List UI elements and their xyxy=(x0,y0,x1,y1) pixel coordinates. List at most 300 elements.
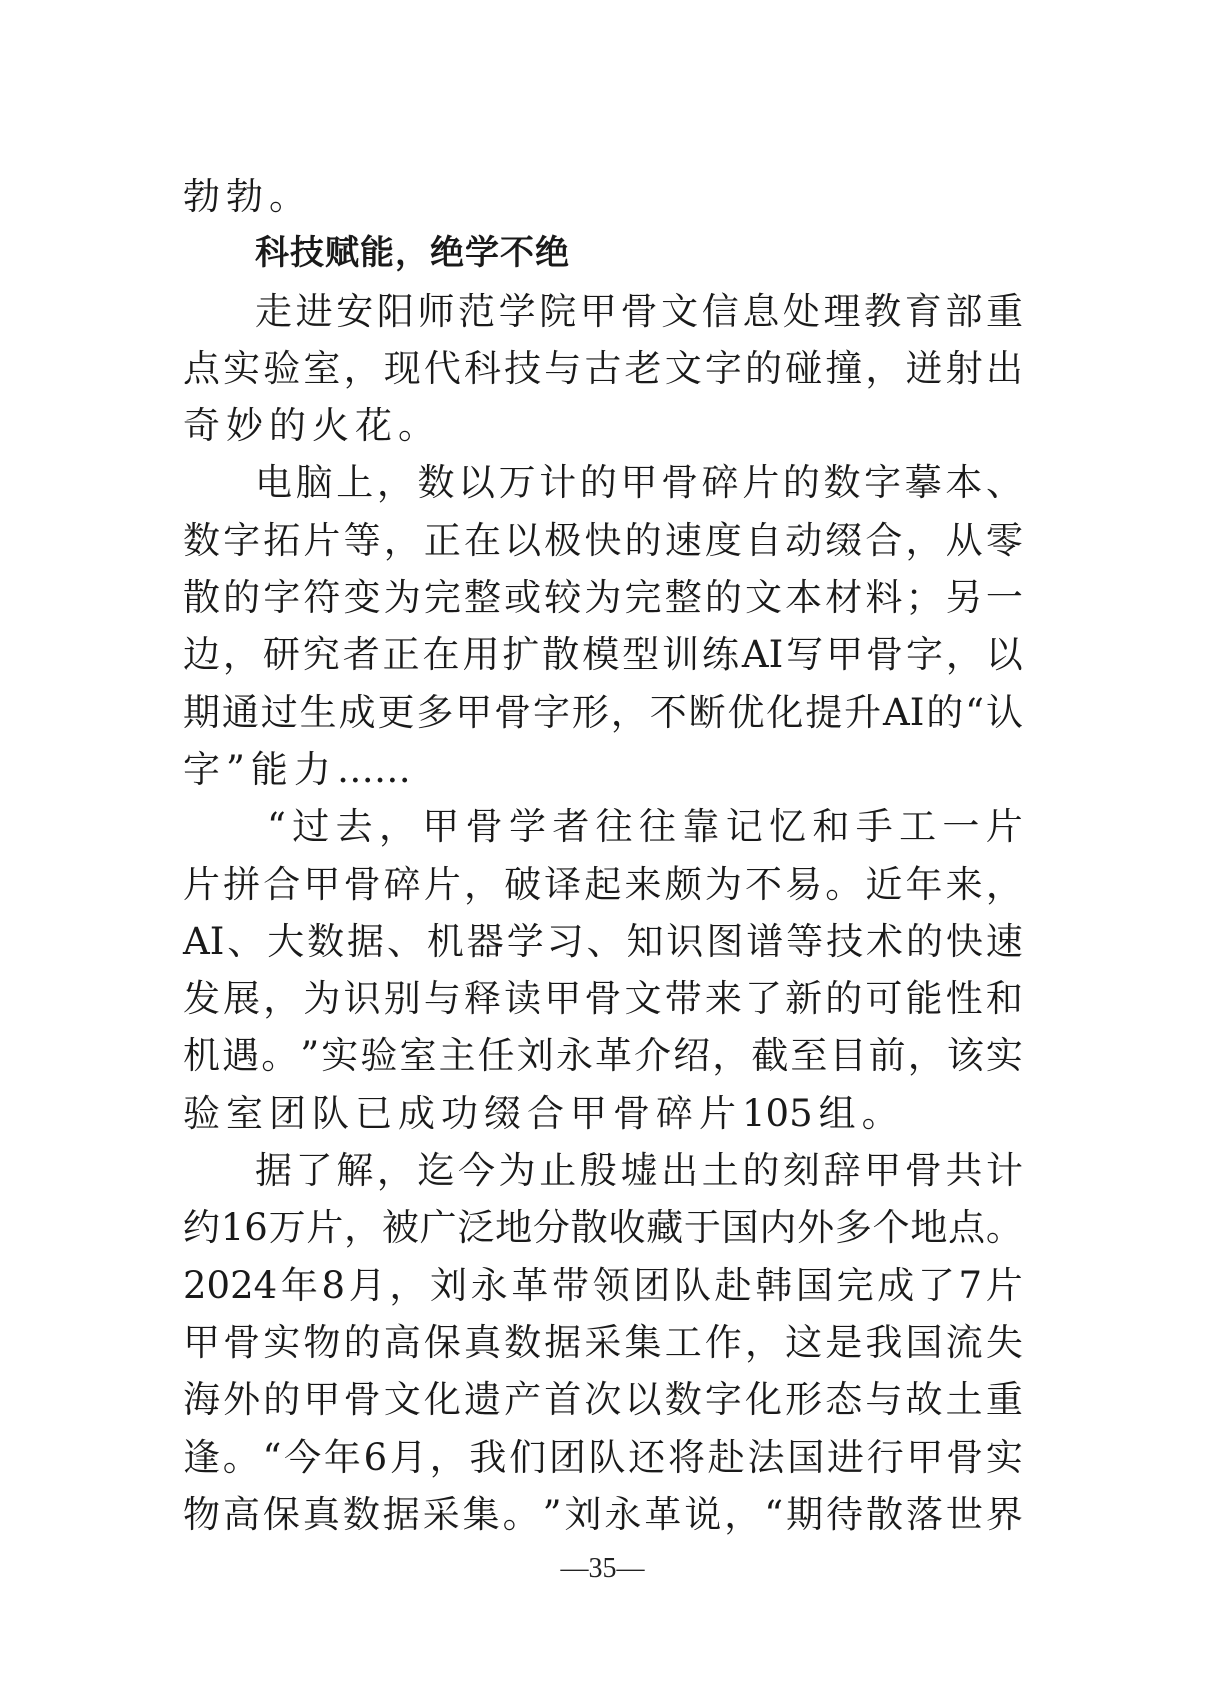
glyph: 于 xyxy=(683,1206,721,1250)
glyph: 骨 xyxy=(343,1378,381,1422)
glyph: 前 xyxy=(868,1034,906,1078)
glyph: 革 xyxy=(644,1492,682,1536)
glyph: 多 xyxy=(834,1206,872,1250)
glyph: 撞 xyxy=(825,346,863,390)
glyph: 作 xyxy=(704,1320,742,1364)
glyph: 骨 xyxy=(620,289,658,333)
text-line xyxy=(183,340,1023,397)
glyph: 甲 xyxy=(303,1378,341,1422)
glyph: 甲 xyxy=(826,633,864,677)
glyph: 的 xyxy=(269,404,306,448)
page-number: —35— xyxy=(560,1553,645,1584)
glyph: 骨 xyxy=(584,977,622,1021)
glyph: 极 xyxy=(544,518,582,562)
glyph: 实 xyxy=(263,1320,301,1364)
glyph: 以 xyxy=(985,633,1023,677)
glyph: 力 xyxy=(293,747,331,791)
glyph: 用 xyxy=(462,633,500,677)
glyph: 往 xyxy=(595,805,633,849)
glyph: 法 xyxy=(747,1435,785,1479)
glyph: 16 xyxy=(220,1206,268,1250)
glyph: ” xyxy=(542,1492,562,1536)
glyph: 据 xyxy=(382,1492,420,1536)
glyph: 国 xyxy=(795,1263,833,1307)
glyph: 带 xyxy=(551,1263,589,1307)
glyph: 万 xyxy=(268,1206,306,1250)
glyph: 国 xyxy=(905,1320,943,1364)
text-line xyxy=(183,1429,1023,1486)
glyph: 数 xyxy=(307,919,345,963)
glyph: 古 xyxy=(584,346,622,390)
glyph: 截 xyxy=(751,1034,789,1078)
glyph: 、 xyxy=(985,461,1023,505)
glyph: 者 xyxy=(552,805,590,849)
glyph: 将 xyxy=(668,1435,706,1479)
glyph: “ xyxy=(267,805,286,849)
glyph: 迄 xyxy=(417,1149,455,1193)
glyph: 为 xyxy=(704,862,742,906)
glyph: 育 xyxy=(904,289,942,333)
glyph: 或 xyxy=(504,576,542,620)
glyph: 国 xyxy=(787,1435,825,1479)
glyph: 了 xyxy=(295,1149,333,1193)
glyph: 片 xyxy=(303,518,341,562)
glyph: 记 xyxy=(725,805,763,849)
glyph: 模 xyxy=(582,633,620,677)
glyph: 字 xyxy=(183,747,220,791)
glyph: 殷 xyxy=(579,1149,617,1193)
glyph: 国 xyxy=(721,1206,759,1250)
glyph: 提 xyxy=(805,690,843,734)
glyph: 进 xyxy=(295,289,333,333)
glyph: 字 xyxy=(263,576,301,620)
glyph: 们 xyxy=(509,1435,547,1479)
glyph: ， xyxy=(383,518,421,562)
glyph: 材 xyxy=(825,576,863,620)
glyph: 真 xyxy=(463,1320,501,1364)
glyph: 实 xyxy=(321,1034,359,1078)
glyph: 展 xyxy=(223,977,261,1021)
glyph: 拓 xyxy=(263,518,301,562)
glyph: 甲 xyxy=(906,1435,944,1479)
glyph: 真 xyxy=(302,1492,340,1536)
text-line xyxy=(183,569,1023,626)
glyph: 在 xyxy=(463,518,501,562)
glyph: 高 xyxy=(383,1320,421,1364)
glyph: 说 xyxy=(684,1492,722,1536)
glyph: 的 xyxy=(223,576,261,620)
glyph: 释 xyxy=(463,977,501,1021)
glyph: 甲 xyxy=(544,977,582,1021)
glyph: 甲 xyxy=(620,461,658,505)
glyph: 缀 xyxy=(484,1091,521,1135)
glyph: 近 xyxy=(865,862,903,906)
glyph: 与 xyxy=(865,1378,903,1422)
glyph: 据 xyxy=(255,1149,292,1193)
glyph: 易 xyxy=(785,862,823,906)
glyph: ， xyxy=(985,862,1023,906)
glyph: 永 xyxy=(604,1492,642,1536)
glyph: 与 xyxy=(423,977,461,1021)
glyph: 颇 xyxy=(664,862,702,906)
glyph: 韩 xyxy=(755,1263,793,1307)
glyph: 骨 xyxy=(613,1091,650,1135)
glyph: 学 xyxy=(508,805,546,849)
glyph: 技 xyxy=(826,919,864,963)
glyph: 外 xyxy=(223,1378,261,1422)
glyph: 自 xyxy=(744,518,782,562)
glyph: 认 xyxy=(985,690,1023,734)
glyph: 片 xyxy=(742,461,780,505)
glyph: 集 xyxy=(462,1492,500,1536)
glyph: 重 xyxy=(985,289,1023,333)
glyph: 功 xyxy=(441,1091,478,1135)
glyph: 为 xyxy=(498,1149,536,1193)
glyph: 发 xyxy=(183,977,220,1021)
glyph: 骨 xyxy=(223,1320,261,1364)
glyph: 成 xyxy=(877,1263,915,1307)
glyph: 摹 xyxy=(904,461,942,505)
glyph: 手 xyxy=(855,805,893,849)
glyph: 成 xyxy=(398,1091,435,1135)
glyph: 点 xyxy=(948,1206,986,1250)
glyph: 不 xyxy=(744,862,782,906)
glyph: 今 xyxy=(458,1149,496,1193)
glyph: 行 xyxy=(866,1435,904,1479)
glyph: 被 xyxy=(381,1206,419,1250)
glyph: 收 xyxy=(608,1206,646,1250)
glyph: 来 xyxy=(704,977,742,1021)
glyph: 以 xyxy=(504,518,542,562)
glyph: 内 xyxy=(759,1206,797,1250)
glyph: 、 xyxy=(227,919,265,963)
glyph: 碰 xyxy=(785,346,823,390)
glyph: 主 xyxy=(438,1034,476,1078)
glyph: 器 xyxy=(466,919,504,963)
glyph: ； xyxy=(905,576,943,620)
glyph: 片 xyxy=(985,1263,1023,1307)
glyph: 采 xyxy=(422,1492,460,1536)
glyph: 待 xyxy=(826,1492,864,1536)
text-line xyxy=(183,512,1023,569)
glyph: 的 xyxy=(926,690,964,734)
glyph: 甲 xyxy=(570,1091,607,1135)
text-line xyxy=(183,1027,1023,1084)
glyph: 领 xyxy=(592,1263,630,1307)
glyph: 文 xyxy=(624,977,662,1021)
glyph: 。 xyxy=(825,862,863,906)
glyph: ， xyxy=(905,518,943,562)
glyph: 化 xyxy=(744,1378,782,1422)
glyph: 分 xyxy=(532,1206,570,1250)
glyph: 图 xyxy=(706,919,744,963)
glyph: 习 xyxy=(546,919,584,963)
glyph: 缀 xyxy=(825,518,863,562)
glyph: 文 xyxy=(664,346,702,390)
glyph: 点 xyxy=(183,346,220,390)
glyph: ， xyxy=(344,1206,382,1250)
glyph: 团 xyxy=(633,1263,671,1307)
glyph: 多 xyxy=(416,690,454,734)
glyph: 花 xyxy=(355,404,392,448)
glyph: 的 xyxy=(624,518,662,562)
text-line xyxy=(183,1486,1023,1543)
glyph: 形 xyxy=(571,690,609,734)
glyph: 识 xyxy=(343,977,381,1021)
glyph: 合 xyxy=(527,1091,564,1135)
glyph: ， xyxy=(376,461,414,505)
glyph: …… xyxy=(336,747,411,791)
glyph: 片 xyxy=(423,862,461,906)
glyph: 高 xyxy=(222,1492,260,1536)
text-line xyxy=(183,684,1023,741)
glyph: 失 xyxy=(985,1320,1023,1364)
glyph: 动 xyxy=(785,518,823,562)
glyph: ， xyxy=(222,633,260,677)
glyph: 出 xyxy=(985,346,1023,390)
glyph: 息 xyxy=(742,289,780,333)
glyph: 本 xyxy=(785,576,823,620)
glyph: ， xyxy=(865,346,903,390)
glyph: 个 xyxy=(872,1206,910,1250)
glyph: 采 xyxy=(584,1320,622,1364)
glyph: 文 xyxy=(744,576,782,620)
glyph: 信 xyxy=(701,289,739,333)
glyph: 计 xyxy=(539,461,577,505)
glyph: 扩 xyxy=(502,633,540,677)
glyph: 型 xyxy=(622,633,660,677)
glyph: 骨 xyxy=(465,805,503,849)
glyph: 至 xyxy=(790,1034,828,1078)
glyph: 刻 xyxy=(782,1149,820,1193)
glyph: 土 xyxy=(945,1378,983,1422)
glyph: 来 xyxy=(945,862,983,906)
glyph: 的 xyxy=(263,1378,301,1422)
text-line xyxy=(183,168,1023,225)
glyph: ， xyxy=(429,1435,467,1479)
glyph: 实 xyxy=(985,1435,1023,1479)
glyph: 任 xyxy=(477,1034,515,1078)
section-heading: 科技赋能，绝学不绝 xyxy=(255,233,570,274)
glyph: 大 xyxy=(267,919,305,963)
glyph: ， xyxy=(263,977,301,1021)
glyph: 另 xyxy=(945,576,983,620)
glyph: ， xyxy=(378,805,416,849)
glyph: 本 xyxy=(945,461,983,505)
glyph: 去 xyxy=(335,805,373,849)
glyph: 机 xyxy=(426,919,464,963)
glyph: 妙 xyxy=(226,404,263,448)
glyph: 奇 xyxy=(183,404,220,448)
glyph: 往 xyxy=(639,805,677,849)
glyph: 院 xyxy=(539,289,577,333)
glyph: 断 xyxy=(688,690,726,734)
glyph: 文 xyxy=(383,1378,421,1422)
glyph: 射 xyxy=(945,346,983,390)
glyph: 实 xyxy=(985,1034,1023,1078)
glyph: 。 xyxy=(222,1435,260,1479)
glyph: 教 xyxy=(864,289,902,333)
glyph: 骨 xyxy=(946,1435,984,1479)
glyph: 现 xyxy=(383,346,421,390)
glyph: 地 xyxy=(910,1206,948,1250)
glyph: 勃 xyxy=(183,175,220,218)
glyph: 的 xyxy=(825,977,863,1021)
glyph: 8 xyxy=(321,1263,346,1307)
glyph: 。 xyxy=(502,1492,540,1536)
glyph: 以 xyxy=(458,461,496,505)
glyph: 。 xyxy=(269,175,306,218)
glyph: 知 xyxy=(626,919,664,963)
glyph: 化 xyxy=(423,1378,461,1422)
glyph: 火 xyxy=(312,404,349,448)
glyph: 通 xyxy=(221,690,259,734)
glyph: 学 xyxy=(506,919,544,963)
glyph: AI xyxy=(183,919,225,963)
glyph: 的 xyxy=(905,919,943,963)
glyph: ， xyxy=(376,1149,414,1193)
glyph: 走 xyxy=(255,289,292,333)
glyph: 术 xyxy=(866,919,904,963)
glyph: 态 xyxy=(825,1378,863,1422)
glyph: 合 xyxy=(865,518,903,562)
glyph: 字 xyxy=(533,690,571,734)
glyph: 为 xyxy=(303,977,341,1021)
glyph: 拼 xyxy=(223,862,261,906)
glyph: 甲 xyxy=(455,690,493,734)
glyph: 形 xyxy=(785,1378,823,1422)
glyph: 完 xyxy=(836,1263,874,1307)
glyph: 辞 xyxy=(823,1149,861,1193)
glyph: 据 xyxy=(544,1320,582,1364)
glyph: 落 xyxy=(905,1492,943,1536)
glyph: 从 xyxy=(945,518,983,562)
text-line xyxy=(183,626,1023,683)
glyph: 骨 xyxy=(343,862,381,906)
glyph: 期 xyxy=(183,690,220,734)
glyph: 赴 xyxy=(707,1435,745,1479)
glyph: 这 xyxy=(785,1320,823,1364)
glyph: 安 xyxy=(336,289,374,333)
glyph: 究 xyxy=(302,633,340,677)
glyph: 甲 xyxy=(183,1320,220,1364)
glyph: 边 xyxy=(183,633,220,677)
text-line xyxy=(183,970,1023,1027)
glyph: 室 xyxy=(399,1034,437,1078)
glyph: 以 xyxy=(624,1378,662,1422)
glyph: 正 xyxy=(382,633,420,677)
glyph: 片 xyxy=(183,862,220,906)
glyph: 升 xyxy=(844,690,882,734)
glyph: 我 xyxy=(865,1320,903,1364)
glyph: 忆 xyxy=(769,805,807,849)
glyph: “ xyxy=(764,1492,784,1536)
glyph: 迸 xyxy=(905,346,943,390)
text-line xyxy=(183,283,1023,340)
glyph: 出 xyxy=(661,1149,699,1193)
glyph: 字 xyxy=(223,518,261,562)
glyph: 整 xyxy=(463,576,501,620)
glyph: 骨 xyxy=(904,1149,942,1193)
glyph: 数 xyxy=(504,1320,542,1364)
glyph: 料 xyxy=(865,576,903,620)
article-body xyxy=(183,168,1023,1543)
glyph: 。 xyxy=(398,404,435,448)
glyph: 105 xyxy=(742,1091,813,1135)
glyph: 万 xyxy=(498,461,536,505)
glyph: 赴 xyxy=(714,1263,752,1307)
glyph: 刘 xyxy=(564,1492,602,1536)
glyph: 进 xyxy=(826,1435,864,1479)
text-line xyxy=(183,397,1023,454)
glyph: 世 xyxy=(945,1492,983,1536)
glyph: 工 xyxy=(664,1320,702,1364)
glyph: 片 xyxy=(699,1091,736,1135)
glyph: AI xyxy=(883,690,925,734)
glyph: 字 xyxy=(864,461,902,505)
glyph: 次 xyxy=(584,1378,622,1422)
glyph: 优 xyxy=(727,690,765,734)
glyph: 永 xyxy=(555,1034,593,1078)
text-line xyxy=(183,741,1023,798)
glyph: 团 xyxy=(269,1091,306,1135)
glyph: 团 xyxy=(548,1435,586,1479)
glyph: 者 xyxy=(342,633,380,677)
glyph: ， xyxy=(945,633,983,677)
glyph: 遗 xyxy=(463,1378,501,1422)
glyph: 7 xyxy=(958,1263,983,1307)
glyph: 月 xyxy=(389,1435,427,1479)
glyph: 室 xyxy=(226,1091,263,1135)
glyph: 甲 xyxy=(864,1149,902,1193)
glyph: 等 xyxy=(343,518,381,562)
glyph: 的 xyxy=(744,346,782,390)
glyph: ， xyxy=(744,1320,782,1364)
glyph: 速 xyxy=(664,518,702,562)
glyph: 约 xyxy=(183,1206,220,1250)
glyph: 速 xyxy=(985,919,1023,963)
glyph: ， xyxy=(463,862,501,906)
glyph: 甲 xyxy=(579,289,617,333)
glyph: 理 xyxy=(823,289,861,333)
glyph: 年 xyxy=(323,1435,361,1479)
glyph: 和 xyxy=(985,977,1023,1021)
glyph: 较 xyxy=(544,576,582,620)
glyph: 老 xyxy=(624,346,662,390)
glyph: 更 xyxy=(377,690,415,734)
glyph: 性 xyxy=(945,977,983,1021)
glyph: 甲 xyxy=(303,862,341,906)
glyph: 学 xyxy=(498,289,536,333)
glyph: 。 xyxy=(985,1206,1023,1250)
glyph: 革 xyxy=(511,1263,549,1307)
glyph: 藏 xyxy=(646,1206,684,1250)
glyph: 与 xyxy=(544,346,582,390)
glyph: 重 xyxy=(985,1378,1023,1422)
glyph: 字 xyxy=(905,633,943,677)
glyph: 据 xyxy=(347,919,385,963)
glyph: “ xyxy=(965,690,985,734)
glyph: 快 xyxy=(584,518,622,562)
glyph: 物 xyxy=(183,1492,220,1536)
glyph: 训 xyxy=(662,633,700,677)
glyph: 研 xyxy=(262,633,300,677)
glyph: 碎 xyxy=(701,461,739,505)
glyph: 散 xyxy=(570,1206,608,1250)
glyph: 故 xyxy=(905,1378,943,1422)
glyph: 共 xyxy=(945,1149,983,1193)
glyph: 识 xyxy=(666,919,704,963)
